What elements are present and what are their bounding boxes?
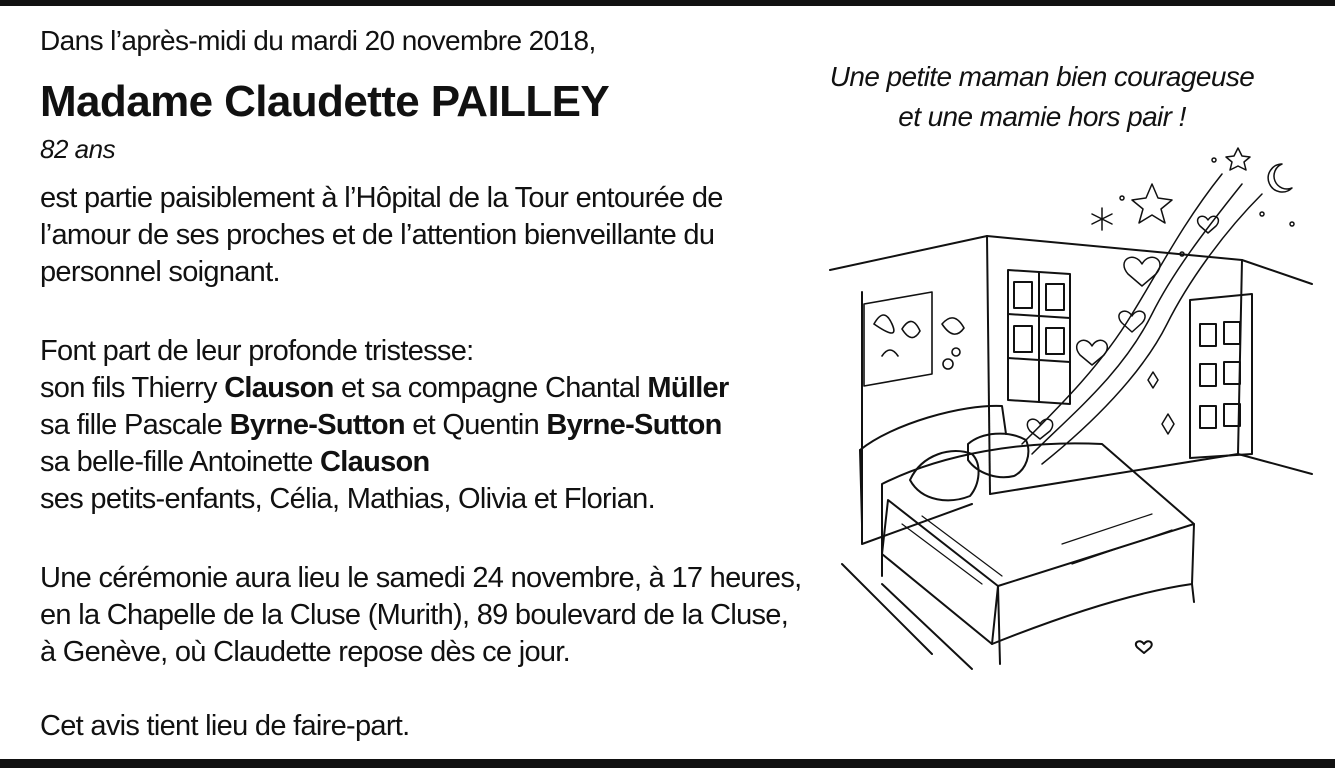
family-text: et Quentin [404, 409, 547, 441]
dream-swirl [1022, 148, 1294, 464]
deceased-age: 82 ans [40, 134, 116, 164]
wall-poster [864, 292, 964, 386]
sparkle-icon [1092, 208, 1112, 230]
heart-icon [1077, 340, 1108, 365]
ceremony-line: Une cérémonie aura lieu le samedi 24 novembre, à 17 heures, [40, 562, 802, 594]
ceremony-line: à Genève, où Claudette repose dès ce jour. [40, 636, 571, 668]
pillow [968, 434, 1028, 478]
moon-icon [1268, 164, 1292, 192]
quote-line: Une petite maman bien courageuse [829, 61, 1255, 92]
deceased-name: Madame Claudette PAILLEY [40, 77, 610, 126]
family-text: et sa compagne Chantal [333, 372, 648, 404]
family-member-line [40, 370, 729, 407]
star-icon [1148, 372, 1174, 434]
window-center [1008, 270, 1070, 404]
family-text: son fils Thierry [40, 372, 225, 404]
family-member-line [40, 407, 729, 444]
passing-line: personnel soignant. [40, 256, 280, 288]
heart-icon [1136, 641, 1152, 653]
passing-line: est partie paisiblement à l’Hôpital de la Tour entourée de [40, 182, 723, 214]
notice-intro: Dans l’après-midi du mardi 20 novembre 2018, [40, 25, 596, 56]
family-surname: Byrne-Sutton [229, 409, 405, 441]
passing-paragraph [40, 180, 723, 291]
bed [860, 406, 1194, 664]
quote-line: et une mamie hors pair ! [898, 101, 1186, 132]
family-text: sa belle-fille Antoinette [40, 446, 321, 478]
heart-icon [1124, 257, 1160, 286]
family-text: sa fille Pascale [40, 409, 230, 441]
family-surname: Clauson [320, 446, 430, 478]
bedroom-illustration [822, 124, 1322, 674]
bottom-border [0, 759, 1335, 768]
family-surname: Byrne-Sutton [546, 409, 722, 441]
ceremony-paragraph [40, 560, 802, 671]
star-icon [1226, 148, 1250, 170]
family-surname: Clauson [224, 372, 334, 404]
ceremony-line: en la Chapelle de la Cluse (Murith), 89 boulevard de la Cluse, [40, 599, 789, 631]
grief-intro: Font part de leur profonde tristesse: [40, 335, 474, 367]
family-paragraph [40, 333, 729, 518]
family-surname: Müller [647, 372, 729, 404]
closing-note: Cet avis tient lieu de faire-part. [40, 710, 410, 742]
family-member-line [40, 444, 729, 481]
top-border [0, 0, 1335, 6]
grandchildren-line: ses petits-enfants, Célia, Mathias, Olivia et Florian. [40, 483, 655, 515]
heart-icon [1027, 419, 1052, 439]
passing-line: l’amour de ses proches et de l’attention bienveillante du [40, 219, 715, 251]
window-right [1190, 294, 1252, 458]
star-icon [1132, 184, 1172, 223]
